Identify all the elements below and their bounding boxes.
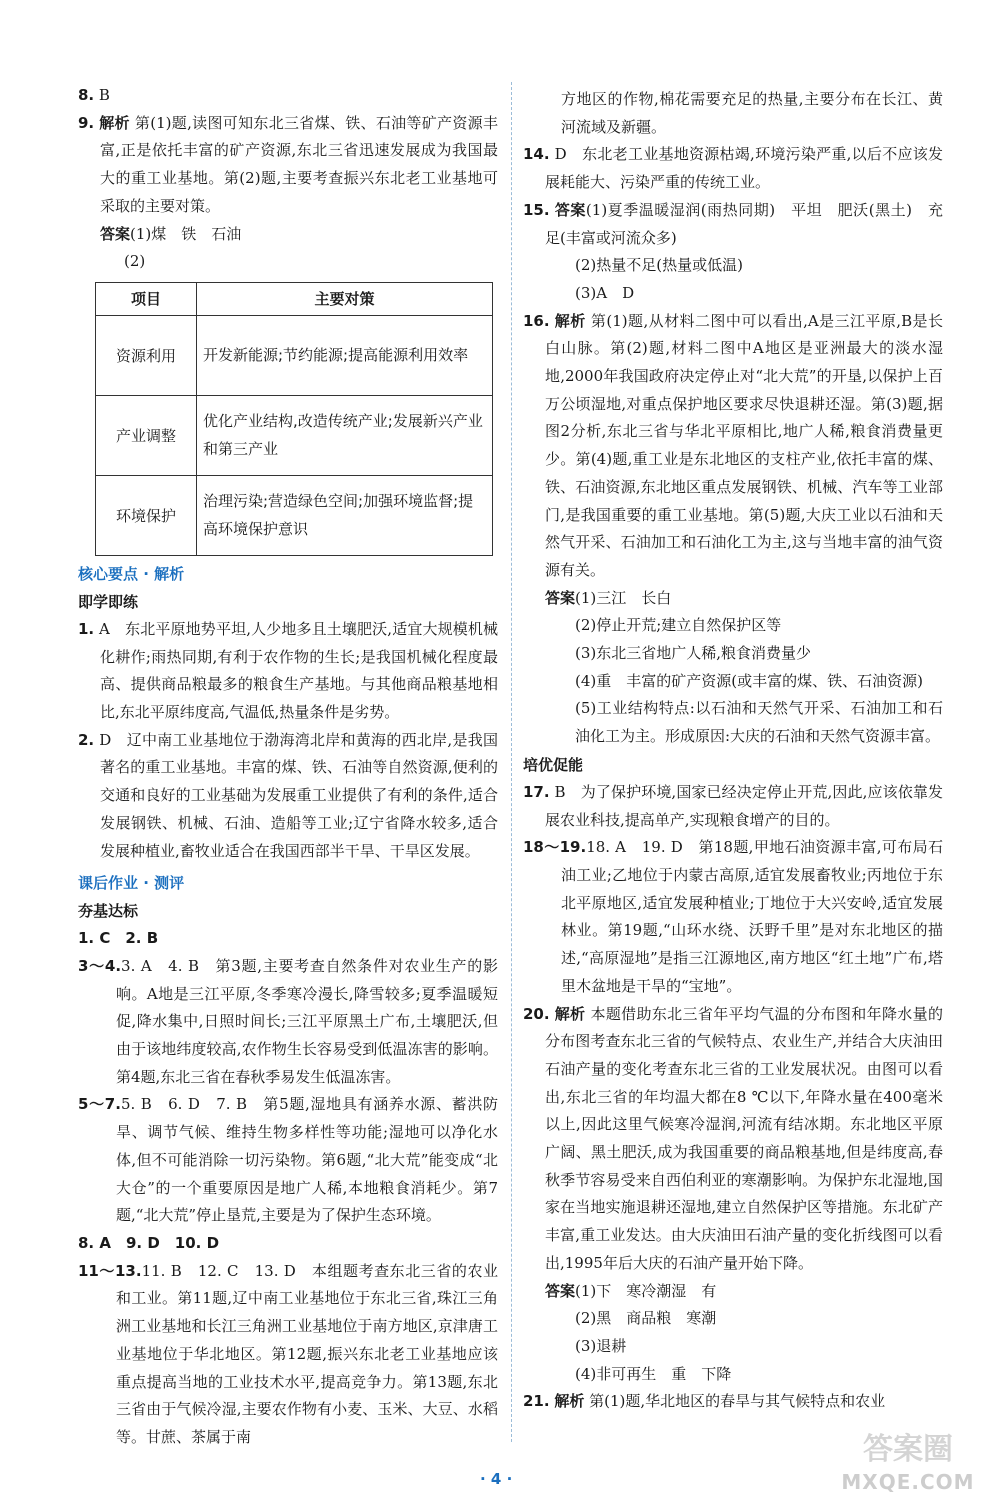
page-number: · 4 · [480,1470,513,1488]
measures-table [95,282,493,556]
q9-answer-part2: (2) [124,252,146,271]
q20-analysis: 20. 解析 本题借助东北三省年平均气温的分布图和年降水量的分布图考查东北三省的气候特点、农业生产,并结合大庆油田石油产量的变化考查东北三省的工业发展状况。由图可以看出,东北三省的年均温大都在8 ℃以下,年降水量在400毫米以上,因此这里气候寒冷湿润,河流有结冰期。东北地区平原广阔、黑土肥沃,成为我国重要的商品粮基地,但是纬度高,春秋季节容易受来自西伯利亚的寒潮影响。为保护东北湿地,国家在当地实施退耕还湿地,建立自然保护区等措施。东北矿产丰富,重工业发达。由大庆油田石油产量的变化折线图可以看出,1995年后大庆的石油产量开始下降。 [523,1004,943,1272]
left-column [78,82,498,1452]
section-learn-heading: 即学即练 [78,592,139,611]
q20-answer-2: (2)黑 商品粮 寒潮 [575,1309,717,1328]
column-divider [511,82,512,1442]
table-cell-measure: 治理污染;营造绿色空间;加强环境监督;提高环境保护意识 [197,475,493,555]
q20-answer-3: (3)退耕 [575,1336,627,1355]
q13-continued: 方地区的作物,棉花需要充足的热量,主要分布在长江、黄河流域及新疆。 [561,90,943,136]
table-row [96,475,493,555]
watermark-title: 答案圈 [863,1432,953,1467]
q21-analysis: 21. 解析 第(1)题,华北地区的春旱与其气候特点和农业 [523,1392,886,1411]
q9-answer: 答案(1)煤 铁 石油 [100,224,242,243]
hw-q5-7: 5～7.5. B 6. D 7. B 第5题,湿地具有涵养水源、蓄洪防旱、调节气候、维持生物多样性等功能;湿地可以净化水体,但不可能消除一切污染物。第6题,“北大荒”能变成“北大仓”的一个重要原因是地广人稀,本地粮食消耗少。第7题,“北大荒”停止垦荒,主要是为了保护生态环境。 [78,1095,499,1225]
section-core-heading: 核心要点 · 解析 [78,564,185,583]
watermark-logo [838,1430,978,1502]
q8: 8. B [78,86,110,104]
q15-answer-2: (2)热量不足(热量或低温) [575,256,743,275]
hw-q1-2: 1. C 2. B [78,929,159,948]
q16-answer-4: (4)重 丰富的矿产资源(或丰富的煤、铁、石油资源) [575,671,923,690]
right-column [523,86,943,1416]
q20-answer-4: (4)非可再生 重 下降 [575,1364,732,1383]
watermark-url: MXQE.COM [841,1470,975,1494]
hw-q3-4: 3～4.3. A 4. B 第3题,主要考查自然条件对农业生产的影响。A地是三江平原,冬季寒冷漫长,降雪较多;夏季温暖短促,降水集中,日照时间长;三江平原黑土广布,土壤肥沃,但由于该地纬度较高,农作物生长容易受到低温冻害的影响。第4题,东北三省在春秋季易发生低温冻害。 [78,956,498,1086]
section-base-heading: 夯基达标 [78,902,139,921]
q16-answer-3: (3)东北三省地广人稀,粮食消费量少 [575,644,812,663]
table-cell-measure: 优化产业结构,改造传统产业;发展新兴产业和第三产业 [197,395,493,475]
q17: 17. B 为了保护环境,国家已经决定停止开荒,因此,应该依靠发展农业科技,提高单产,实现粮食增产的目的。 [523,782,943,829]
q16-answer-1: 答案(1)三江 长白 [545,588,672,607]
q20-answer-1: 答案(1)下 寒冷潮湿 有 [545,1281,717,1300]
q16-answer-5: (5)工业结构特点:以石油和天然气开采、石油加工和石油化工为主。形成原因:大庆的石油和天然气资源丰富。 [575,699,943,746]
q14: 14. D 东北老工业基地资源枯竭,环境污染严重,以后不应该发展耗能大、污染严重的传统工业。 [523,145,943,192]
table-row [96,395,493,475]
learn-q2: 2. D 辽中南工业基地位于渤海湾北岸和黄海的西北岸,是我国著名的重工业基地。丰富的煤、铁、石油等自然资源,便利的交通和良好的工业基础为发展重工业提供了有利的条件,适合发展钢铁、机械、石油、造船等工业;辽宁省降水较多,适合发展种植业,畜牧业适合在我国西部半干旱、干旱区发展。 [78,730,498,860]
section-improve-heading: 培优促能 [523,755,584,774]
q15-answer: 15. 答案(1)夏季温暖湿润(雨热同期) 平坦 肥沃(黑土) 充足(丰富或河流众多) [523,200,943,247]
table-cell-item: 产业调整 [96,395,197,475]
q15-answer-3: (3)A D [575,283,635,302]
q16-analysis: 16. 解析 第(1)题,从材料二图中可以看出,A是三江平原,B是长白山脉。第(2)题,材料二图中A地区是亚洲最大的淡水湿地,2000年我国政府决定停止对“北大荒”的开垦,以保护上百万公顷湿地,对重点保护地区要求尽快退耕还湿。第(3)题,据图2分析,东北三省与华北平原相比,地广人稀,粮食消费量更少。第(4)题,重工业是东北地区的支柱产业,依托丰富的煤、铁、石油资源,东北地区重点发展钢铁、机械、汽车等工业部门,是我国重要的重工业基地。第(5)题,大庆工业以石油和天然气开采、石油加工和石油化工为主,这与当地丰富的油气资源有关。 [523,311,943,579]
hw-q8-10: 8. A 9. D 10. D [78,1233,220,1252]
table-header-item: 项目 [96,282,197,315]
table-header-measure: 主要对策 [197,282,493,315]
q16-answer-2: (2)停止开荒;建立自然保护区等 [575,616,782,635]
table-cell-item: 资源利用 [96,315,197,395]
q9-analysis: 9. 解析 第(1)题,读图可知东北三省煤、铁、石油等矿产资源丰富,正是依托丰富的矿产资源,东北三省迅速发展成为我国最大的重工业基地。第(2)题,主要考查振兴东北老工业基地可采取的主要对策。 [78,113,498,215]
q18-19: 18～19.18. A 19. D 第18题,甲地石油资源丰富,可布局石油工业;乙地位于内蒙古高原,适宜发展畜牧业;丙地位于东北平原地区,适宜发展种植业;丁地位于大兴安岭,适宜发展林业。第19题,“山环水绕、沃野千里”是对东北地区的描述,“高原湿地”是指三江源地区,南方地区“红土地”广布,塔里木盆地是干旱的“宝地”。 [523,838,943,995]
table-cell-measure: 开发新能源;节约能源;提高能源利用效率 [197,315,493,395]
section-homework-heading: 课后作业 · 测评 [78,874,185,893]
table-cell-item: 环境保护 [96,475,197,555]
hw-q11-13: 11～13.11. B 12. C 13. D 本组题考查东北三省的农业和工业。第11题,辽中南工业基地位于东北三省,珠江三角洲工业基地和长江三角洲工业基地位于南方地区,京津唐工业基地位于华北地区。第12题,振兴东北老工业基地应该重点提高当地的工业技术水平,提高竞争力。第13题,东北三省由于气候冷湿,主要农作物有小麦、玉米、大豆、水稻等。甘蔗、茶属于南 [78,1261,498,1446]
learn-q1: 1. A 东北平原地势平坦,人少地多且土壤肥沃,适宜大规模机械化耕作;雨热同期,有利于农作物的生长;是我国机械化程度最高、提供商品粮最多的粮食生产基地。与其他商品粮基地相比,东北平原纬度高,气温低,热量条件是劣势。 [78,619,498,722]
table-row [96,315,493,395]
